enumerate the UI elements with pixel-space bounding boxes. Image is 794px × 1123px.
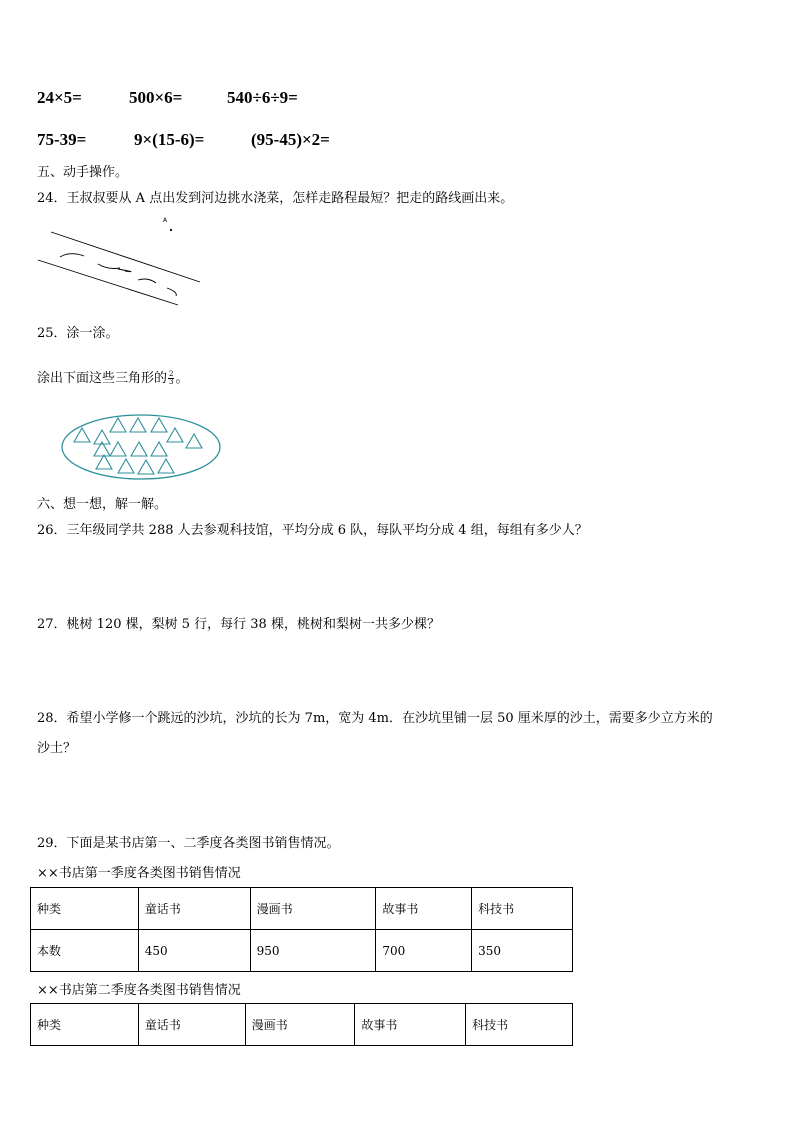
table-cell: 种类: [31, 888, 139, 930]
triangle-oval-figure: [60, 412, 226, 482]
triangle: [110, 442, 126, 456]
table-cell: 童话书: [138, 888, 250, 930]
fraction-numerator: 2: [169, 370, 174, 378]
question-24: 24．王叔叔要从 A 点出发到河边挑水浇菜，怎样走路程最短？把走的路线画出来。: [37, 191, 514, 206]
question-25-instruction: [37, 367, 189, 386]
calc-4: 75-39=: [37, 130, 87, 149]
section-6-title: 六、想一想，解一解。: [37, 497, 168, 512]
question-25-title: 25．涂一涂。: [37, 326, 119, 341]
calc-5: 9×(15-6)=: [134, 130, 205, 149]
table-row: [31, 888, 573, 930]
table-cell: 科技书: [472, 888, 573, 930]
table-cell: 700: [376, 930, 472, 972]
river-bank-lower: [38, 260, 178, 305]
triangle: [118, 459, 134, 473]
table-cell: 种类: [31, 1004, 139, 1046]
river-bank-upper: [51, 232, 200, 282]
wave-2: [98, 264, 120, 269]
question-27: 27．桃树 120 棵，梨树 5 行，每行 38 棵，桃树和梨树一共多少棵？: [37, 617, 440, 632]
question-29: 29．下面是某书店第一、二季度各类图书销售情况。: [37, 836, 340, 851]
question-28-line-1: 28．希望小学修一个跳远的沙坑，沙坑的长为 7m，宽为 4m．在沙坑里铺一层 50 厘米厚的沙土，需要多少立方米的: [37, 711, 713, 726]
triangle: [74, 428, 90, 442]
table-1-title: ××书店第一季度各类图书销售情况: [37, 866, 241, 881]
triangle: [186, 434, 202, 448]
triangle: [131, 442, 147, 456]
wave-3: [118, 269, 131, 272]
calc-6: (95-45)×2=: [251, 130, 330, 149]
table-cell: 本数: [31, 930, 139, 972]
table-cell: 950: [250, 930, 376, 972]
table-row: [31, 930, 573, 972]
calc-3: 540÷6÷9=: [227, 88, 298, 107]
triangle: [151, 442, 167, 456]
question-26: 26．三年级同学共 288 人去参观科技馆，平均分成 6 队，每队平均分成 4 组，每组有多少人？: [37, 523, 588, 538]
table-cell: 童话书: [138, 1004, 245, 1046]
point-a: [170, 229, 172, 231]
table-cell: 故事书: [376, 888, 472, 930]
triangle: [96, 455, 112, 469]
triangle: [158, 459, 174, 473]
table-2-title: ××书店第二季度各类图书销售情况: [37, 983, 241, 998]
river-figure: [30, 210, 230, 310]
table-row: [31, 1004, 573, 1046]
fraction-denominator: 3: [169, 378, 174, 386]
table-cell: 漫画书: [245, 1004, 355, 1046]
section-5-title: 五、动手操作。: [37, 165, 129, 180]
table-cell: 科技书: [466, 1004, 573, 1046]
wave-5: [167, 288, 176, 296]
instruction-end: 。: [175, 371, 189, 386]
wave-4: [138, 279, 156, 283]
triangle: [151, 418, 167, 432]
triangle: [167, 428, 183, 442]
sales-table-q1: [30, 887, 573, 972]
wave-1: [60, 254, 84, 257]
instruction-text: 涂出下面这些三角形的: [37, 371, 168, 386]
fraction: [168, 371, 174, 386]
question-28-line-2: 沙土？: [37, 741, 77, 756]
calc-2: 500×6=: [129, 88, 183, 107]
point-a-label: A: [163, 217, 168, 224]
table-cell: 350: [472, 930, 573, 972]
table-cell: 故事书: [355, 1004, 466, 1046]
triangle: [130, 418, 146, 432]
triangle: [110, 418, 126, 432]
table-cell: 漫画书: [250, 888, 376, 930]
table-cell: 450: [138, 930, 250, 972]
sales-table-q2: [30, 1003, 573, 1046]
calc-1: 24×5=: [37, 88, 82, 107]
triangle: [138, 460, 154, 474]
